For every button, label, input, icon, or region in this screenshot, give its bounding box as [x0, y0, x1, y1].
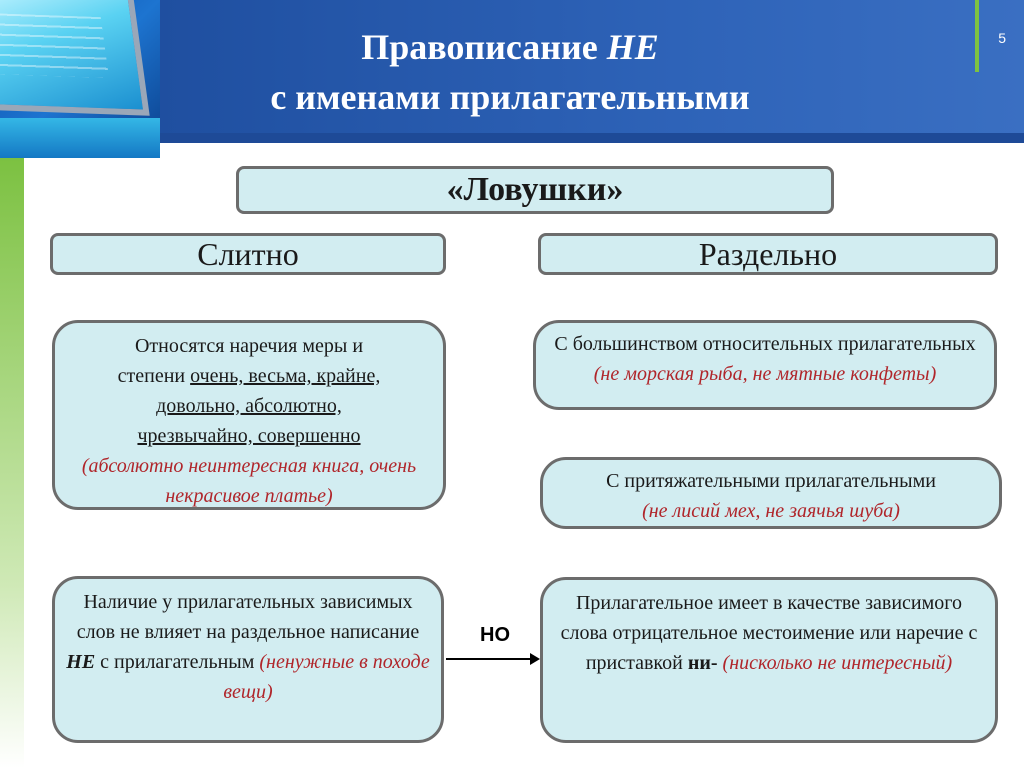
adverb-list: чрезвычайно, совершенно — [137, 425, 361, 447]
computer-monitor-logo-icon — [0, 0, 160, 158]
separately-heading: Раздельно — [538, 233, 998, 275]
negative-pronoun-box — [540, 577, 998, 743]
prefix-ni: ни- — [687, 652, 718, 674]
title-line2: с именами прилагательными — [270, 77, 750, 117]
rule-text: с прилагательным — [95, 651, 260, 673]
relative-adjectives-box — [533, 320, 997, 410]
left-accent-stripe — [0, 158, 24, 768]
example-text: (ненужные в походе вещи) — [223, 651, 430, 703]
possessive-adjectives-box — [540, 457, 1002, 529]
rule-text: Относятся наречия меры и — [134, 335, 364, 357]
rule-text: степени — [117, 365, 191, 387]
adverb-list: довольно, абсолютно, — [156, 395, 342, 417]
slide-number: 5 — [998, 30, 1006, 46]
arrow-right-icon — [446, 658, 538, 660]
rule-text: Наличие у прилагательных зависимых слов не влияет на раздельное написание — [76, 591, 420, 643]
traps-heading: «Ловушки» — [236, 166, 834, 214]
dependent-words-box — [52, 576, 444, 743]
header-accent-line — [975, 0, 979, 72]
arrow-label: НО — [480, 624, 510, 646]
title-line1: Правописание — [361, 27, 607, 67]
emphasis-ne: НЕ — [66, 651, 96, 673]
example-text: (не лисий мех, не заячья шуба) — [642, 500, 900, 522]
example-text: (абсолютно неинтересная книга, очень некрасивое платье) — [81, 455, 417, 507]
example-text: (нисколько не интересный) — [722, 652, 953, 674]
rule-text: С большинством относительных прилагательных — [554, 333, 976, 355]
adverb-list: очень, весьма, крайне, — [190, 365, 381, 387]
page-title — [160, 22, 860, 122]
example-text: (не морская рыба, не мятные конфеты) — [593, 363, 937, 385]
title-emphasis: НЕ — [606, 27, 659, 67]
adverbs-rule-box — [52, 320, 446, 510]
rule-text: Прилагательное имеет в качестве зависимого слова отрицательное местоимение или наречие с приставкой — [560, 592, 978, 674]
rule-text: С притяжательными прилагательными — [606, 470, 936, 492]
together-heading: Слитно — [50, 233, 446, 275]
